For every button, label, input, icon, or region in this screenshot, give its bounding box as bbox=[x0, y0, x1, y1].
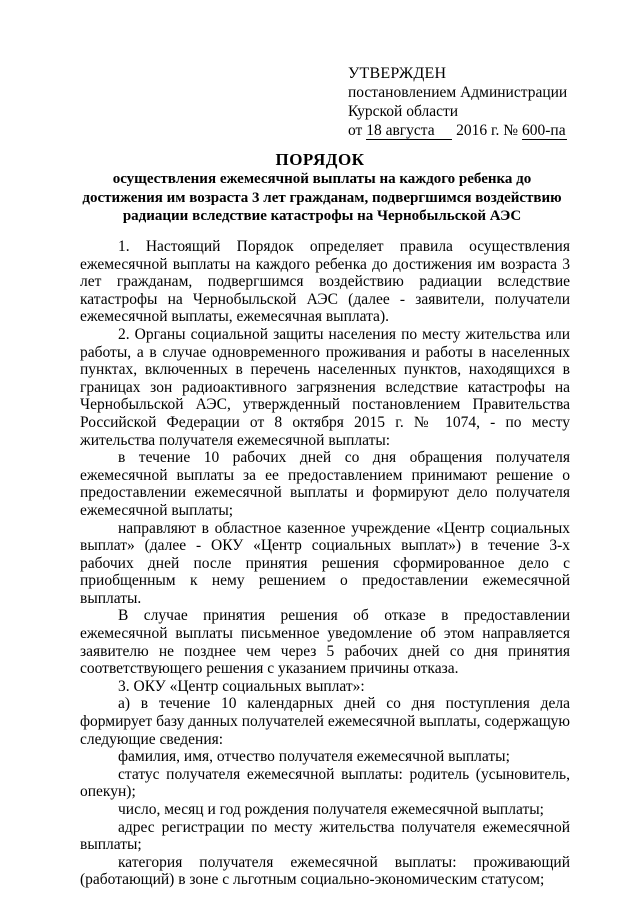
date-prefix: от bbox=[348, 122, 363, 139]
order-number: 600-па bbox=[521, 122, 566, 139]
approval-heading: УТВЕРЖДЕН bbox=[348, 65, 447, 82]
paragraph: число, месяц и год рождения получателя ежемесячной выплаты; bbox=[118, 801, 544, 818]
date-value: 18 августа bbox=[366, 123, 452, 140]
paragraph: 3. ОКУ «Центр социальных выплат»: bbox=[118, 677, 365, 695]
paragraph: категория получателя ежемесячной выплаты: проживающий (работающий) в зоне с льготным социально-экономическим статусом; bbox=[80, 853, 570, 889]
paragraph: статус получателя ежемесячной выплаты: родитель (усыновитель, опекун); bbox=[80, 765, 570, 801]
approval-line-1: постановлением Администрации bbox=[348, 84, 568, 101]
approval-stamp bbox=[348, 64, 608, 140]
document-body bbox=[80, 238, 570, 889]
approval-date-line bbox=[348, 121, 608, 140]
paragraph: 2. Органы социальной защиты населения по месту жительства или работы, а в случае одновременного проживания и работы в населенных пунктах, включенных в перечень населенных пунктов, находящихся в границах зон радиоактивного загрязнения вследствие катастрофы на Чернобыльской АЭС, утвержденный постановлением Правительства Российской Федерации от 8 октября 2015 г. № 1074, - по месту жительства получателя ежемесячной выплаты: bbox=[80, 325, 570, 449]
paragraph: направляют в областное казенное учреждение «Центр социальных выплат» (далее - ОКУ «Центр социальных выплат») в течение 3-х рабочих дней после принятия решения сформированное дело с приобщенным к нему решением о предоставлении ежемесячной выплаты. bbox=[80, 519, 570, 607]
paragraph: а) в течение 10 календарных дней со дня поступления дела формирует базу данных получателей ежемесячной выплаты, содержащую следующие сведения: bbox=[80, 695, 570, 748]
document-title: ПОРЯДОК bbox=[275, 150, 365, 169]
paragraph: фамилия, имя, отчество получателя ежемесячной выплаты; bbox=[118, 748, 510, 766]
year-text: 2016 г. № bbox=[456, 122, 519, 139]
document-subtitle: осуществления ежемесячной выплаты на каждого ребенка до достижения им возраста 3 лет гражданам, подвергшимся воздействию радиации вследствие катастрофы на Чернобыльской АЭС bbox=[82, 171, 562, 224]
paragraph: в течение 10 рабочих дней со дня обращения получателя ежемесячной выплаты за ее предоставлением принимают решение о предоставлении ежемесячной выплаты и формируют дело получателя ежемесячной выплаты; bbox=[80, 449, 570, 519]
paragraph: адрес регистрации по месту жительства получателя ежемесячной выплаты; bbox=[80, 818, 570, 854]
approval-line-2: Курской области bbox=[348, 103, 459, 120]
paragraph: 1. Настоящий Порядок определяет правила осуществления ежемесячной выплаты на каждого ребенка до достижения им возраста 3 лет гражданам, подвергшимся воздействию радиации вследствие катастрофы на Чернобыльской АЭС (далее - заявители, получатели ежемесячной выплаты, ежемесячная выплата). bbox=[80, 238, 570, 326]
paragraph: В случае принятия решения об отказе в предоставлении ежемесячной выплаты письменное уведомление об этом направляется заявителю не позднее чем через 5 рабочих дней со дня принятия соответствующего решения с указанием причины отказа. bbox=[80, 607, 570, 678]
